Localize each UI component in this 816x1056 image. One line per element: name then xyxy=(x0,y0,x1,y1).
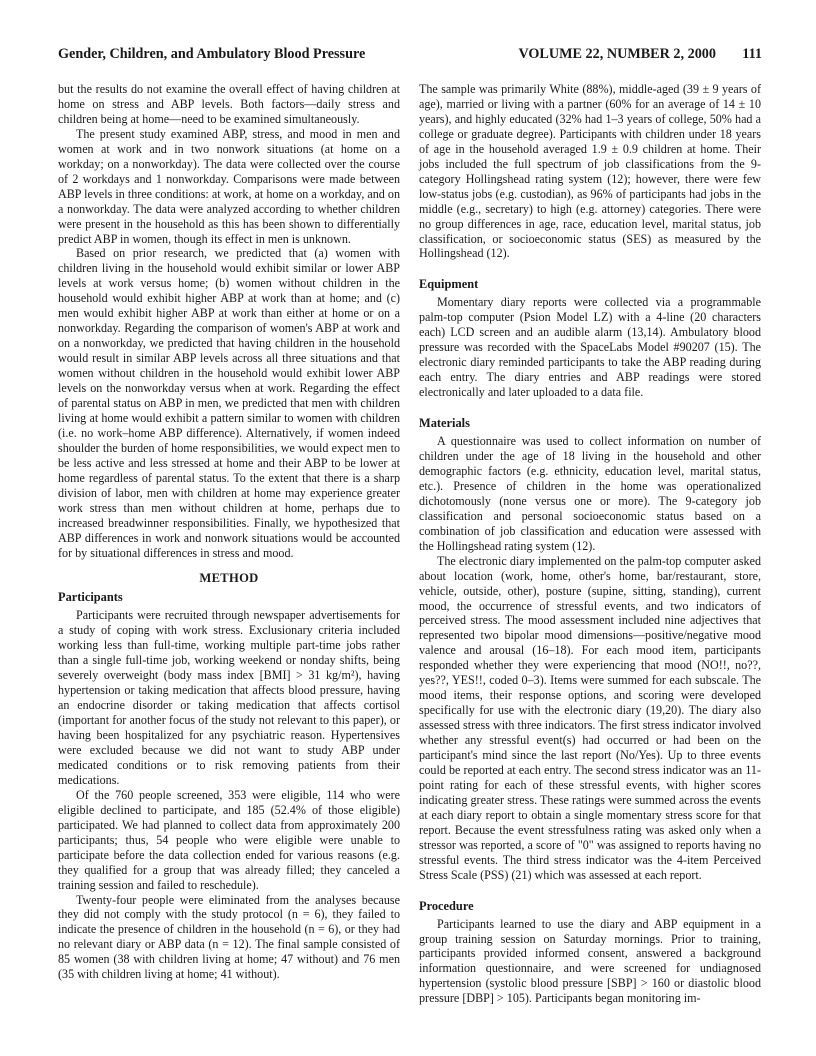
subsection-heading-procedure: Procedure xyxy=(419,898,474,913)
paragraph: Based on prior research, we predicted that (a) women with children living in the household would exhibit similar or lower ABP levels at work versus home; (b) women without children in the household would exhibit higher ABP at work than at home; and (c) men would exhibit higher ABP at work than either at home or on a nonworkday. Regarding the comparison of women's ABP at work and on a nonworkday, we predicted that having children in the household would result in similar ABP levels across all three situations and that women without children in the household would exhibit lower ABP levels on the nonworkday versus when at work. Regarding the effect of parental status on ABP in men, we predicted that men with children living at home would exhibit a pattern similar to women with children (i.e. no work–home ABP difference). Alternatively, if women indeed shoulder the burden of home responsibilities, we would expect men to be less active and less stressed at home and their ABP to be lower at home regardless of parental status. To the extent that there is a sharp division of labor, men with children at home may experience greater work stress than men without children at home, perhaps due to increased breadwinner responsibilities. Finally, we hypothesized that ABP differences in work and nonwork situations would be accounted for by situational differences in stress and mood. xyxy=(58,246,400,560)
left-column xyxy=(58,82,400,982)
subsection-heading-participants: Participants xyxy=(58,590,123,605)
spacer xyxy=(419,261,761,271)
section-heading-method: METHOD xyxy=(199,570,259,585)
page-number: 111 xyxy=(742,46,762,62)
paragraph: Participants were recruited through newspaper advertisements for a study of coping with work stress. Exclusionary criteria included working less than full-time, working multiple part-time jobs rather than a single full-time job, working weekend or nonday shifts, being severely overweight (body mass index [BMI] > 31 kg/m²), having hypertension or taking medication that affects blood pressure, having an endocrine disorder or taking medication that affects cortisol (important for another focus of the study not relevant to this paper), or having been hospitalized for any psychiatric reason. Hypertensives were excluded because we did not want to study ABP under medicated conditions or to risk removing patients from their medications. xyxy=(58,608,400,787)
paragraph: Of the 760 people screened, 353 were eligible, 114 who were eligible declined to participate, and 185 (52.4% of those eligible) participated. We had planned to collect data from approximately 200 participants; thus, 54 people who were eligible were unable to participate before the data collection ended for various reasons (e.g. they qualified for a group that was already filled; they canceled a training session and failed to reschedule). xyxy=(58,787,400,892)
paragraph: Momentary diary reports were collected via a programmable palm-top computer (Psion Model LZ) with a 4-line (20 characters each) LCD screen and an audible alarm (13,14). Ambulatory blood pressure was recorded with the SpaceLabs Model #90207 (15). The electronic diary reminded participants to take the ABP reading during each entry. The diary entries and ABP readings were stored electronically and later uploaded to a data file. xyxy=(419,295,761,400)
paragraph: The present study examined ABP, stress, and mood in men and women at work and in two nonwork situations (at home on a workday; on a nonworkday). The data were collected over the course of 2 workdays and 1 nonworkday. Comparisons were made between ABP levels in three conditions: at work, at home on a workday, and on a nonworkday. The data were analyzed according to whether children were present in the household as this has been shown to differentially predict ABP in women, though its effect in men is unknown. xyxy=(58,126,400,246)
subsection-heading-equipment: Equipment xyxy=(419,277,479,292)
subsection-heading-materials: Materials xyxy=(419,416,470,431)
running-header xyxy=(58,46,762,66)
paragraph: Participants learned to use the diary and ABP equipment in a group training session on Saturday mornings. Prior to training, participants provided informed consent, answered a background information questionnaire, and were screened for undiagnosed hypertension (systolic blood pressure [SBP] > 160 or diastolic blood pressure [DBP] > 105). Participants began monitoring im- xyxy=(419,916,761,1006)
spacer xyxy=(419,400,761,410)
paragraph: A questionnaire was used to collect information on number of children under the age of 18 living in the household and other demographic factors (e.g. ethnicity, education level, marital status, etc.). Presence of children in the home was operationalized dichotomously (none versus one or more). The 9-category job classification and personal socioeconomic status based on a combination of job classification and education were assessed with the Hollingshead rating system (12). xyxy=(419,434,761,553)
volume-issue: VOLUME 22, NUMBER 2, 2000 xyxy=(518,46,716,62)
running-title: Gender, Children, and Ambulatory Blood Pressure xyxy=(58,46,366,62)
paragraph: but the results do not examine the overall effect of having children at home on stress and ABP levels. Both factors—daily stress and children being at home—need to be examined simultaneously. xyxy=(58,82,400,126)
spacer xyxy=(419,883,761,893)
paragraph: The sample was primarily White (88%), middle-aged (39 ± 9 years of age), married or living with a partner (60% for an average of 14 ± 10 years), and highly educated (32% had 1–3 years of college, 50% had a college or graduate degree). Participants with children under 18 years of age in the household averaged 1.9 ± 0.9 children at home. Their jobs included the full spectrum of job classifications from the 9-category Hollingshead rating system (12); however, there were few low-status jobs (e.g. custodian), as 96% of participants had jobs in the middle (e.g., secretary) to high (e.g. attorney) categories. There were no group differences in age, race, education level, marital status, job classification, or socioeconomic status (SES) as measured by the Hollingshead (12). xyxy=(419,82,761,261)
right-column xyxy=(419,82,761,1006)
paragraph: The electronic diary implemented on the palm-top computer asked about location (work, home, other's home, bar/restaurant, store, vehicle, outside, other), posture (supine, sitting, standing), current mood, the occurrence of stressful events, and two indicators of perceived stress. The mood assessment included nine adjectives that represented two bipolar mood dimensions—positive/negative mood valence and arousal (16–18). For each mood item, participants responded whether they were experiencing that mood (NO!!, no??, yes??, YES!!, coded 0–3). Items were summed for each subscale. The mood items, their response options, and scoring were developed specifically for use with the electronic diary (19,20). The diary also assessed stress with three indicators. The first stress indicator involved whether any stressful event(s) had occurred or had been on the participant's mind since the last report (No/Yes). Up to three events could be reported at each entry. The second stress indicator was an 11-point rating for each of these stressful events, with higher scores indicating greater stress. These ratings were summed across the events at each diary report to obtain a single momentary stress score for that report. Because the event stressfulness rating was asked only when a stressor was reported, a score of "0" was assigned to reports having no stressful events. The third stress indicator was the 4-item Perceived Stress Scale (PSS) (21) which was assessed at each report. xyxy=(419,553,761,882)
paragraph: Twenty-four people were eliminated from the analyses because they did not comply with the study protocol (n = 6), they failed to indicate the presence of children in the household (n = 6), or they had no relevant diary or ABP data (n = 12). The final sample consisted of 85 women (38 with children living at home; 47 without) and 76 men (35 with children living at home; 41 without). xyxy=(58,892,400,982)
